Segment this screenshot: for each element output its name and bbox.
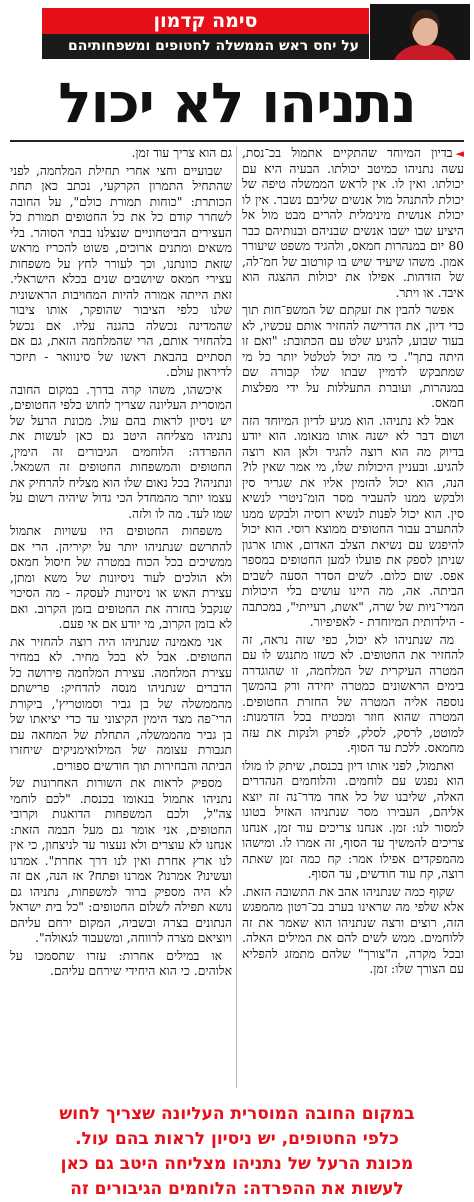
author-photo	[370, 4, 470, 60]
article-subtitle: על יחס ראש הממשלה לחטופים ומשפחותיהם	[68, 38, 359, 54]
paragraph: או במילים אחרות: עזרו שתסמכו על אלוהים. כי הוא היחידי שירחם עליהם.	[10, 948, 232, 978]
article-column-right	[242, 146, 464, 1088]
article-column-left	[10, 146, 232, 1088]
paragraph: ואתמול, לפני אותו דיון בכנסת, שיתק לו מולו הוא נפגש עם לוחמים. והלוחמים הנהדרים האלה, שליבנו של כל אחד מדר־נה זה יוצא אליהם, העבירו מסר שנתניהו האזיל בטונו למסור לנו: זמן. אנחנו צריכים עוד זמן, אנחנו צריכים להמשיך עד הסוף, זה אמרו לו. ומישהו מהמפקדים אפילו אמר: קח כמה זמן שאתה רוצה, קח עוד חודשים, עד הסוף.	[242, 758, 464, 881]
paragraph: אבל לא נתניהו. הוא מגיע לדיון המיוחד הזה ושום דבר לא ישנה אותו מנאומו. הוא יודע בדיוק מה הוא רוצה להגיד ולאן הוא רוצה להגיע. ובעניין היכולות שלו, מי אמר שאין לו? הנה, הוא יכול להזמין אליו את שגריר סין ולבקש ממנו להעביר מסר הומ־ניטרי לנשיא סין. הוא יכול לפנות לנשיא רוסיה ולבקש ממנו להתערב עבור החטופים ממוצא רוסי. הוא יכול להיפגש עם נשיאת הצלב האדום, אותו ארגון שניתן לספק את פועלו למען החטופים במספר אפס. שום כלום. לשים הסדר הסעה לשבים הביתה. אה, מה היינו עושים בלי היכולות המדי־ניות של שרה, "אשת, רעייתי", במכתבה - הילדותית המיוחדת - לאפיפיור.	[242, 413, 464, 629]
start-marker-icon: ◄	[455, 147, 464, 160]
author-name: סימה קדמון	[153, 10, 258, 32]
paragraph: ◄בדיון המיוחד שהתקיים אתמול בכ־נסת, עשה נתניהו כמיטב יכולתו. הבעיה היא עם יכולתו. ואין לו. אין לראש הממשלה טיפה של יכולת להתנהל מול אנשים שליבם נשבר. אין לו יכולת אנושית מינימלית להרים מבט מול אל היציע שבו ישבו אנשים שבניהם ובנותיהם כבר 80 יום במנהרות חמאס, ולהגיד משפט שיעורר אמון. משהו שיעיד שיש בו קורטוב של חמ־לה, של הזדהות. אפילו את יכולות ההצגה הוא איבד. או ויתר.	[242, 146, 464, 300]
paragraph: אפשר להבין את זעקתם של המשפ־חות תוך כדי דיון, את הדרישה להחזיר אותם עכשיו, לא בעוד שבוע, להגיע שלט עם הכתובת: "ואם זו היתה בתך". כי מה יכול לטלטל יותר כל מי שמתבקש לדמיין שבתו שלו קבורה שם במנהרות, ועוברת התעללות על ידי מפלצות חמאס.	[242, 303, 464, 410]
pull-quote-line: מכונת הרעל של נתניהו מצליחה היטב גם כאן	[60, 1154, 414, 1174]
paragraph: מספיק לראות את השורות האחרונות של נתניהו אתמול בנאומו בכנסת. "לכם לוחמי צה"ל, ולכם המשפחות הדואגות וקרובי החטופים, אני אומר גם מעל הבמה הזאת: אנחנו לא עוצרים ולא נעצור עד לניצחון, כי אין לנו ארץ אחרת ואין לנו דרך אחרת". אמרנו ועשינו? אמרנו? אמרנו ופתח? אז הנה, אם זה לא היה מספיק ברור למשפחות, נתניהו גם נושא תפילה לשלום החטופים: "כל בית ישראל הנתונים בצרה ובשביה, המקום ירחם עליהם ויוציאם מצרה לרווחה, ומשעבוד לגאולה".	[10, 776, 232, 945]
paragraph: משפחות החטופים היו עשויות אתמול להתרשם שנתניהו יותר על יקיריהן. הרי אם ממשיכים בכל הכוח במטרה של חיסול חמאס ולא הולכים לעוד ניסיונות של משא ומתן, עצירת האש או ניסיונות לעסקה - מה הסיכוי שנקבל בחזרה את החטופים בזמן הקרוב. ואם לא בזמן הקרוב, מי יודע אם אי פעם.	[10, 524, 232, 631]
article-header	[0, 0, 474, 62]
pull-quote	[0, 1096, 474, 1200]
article-body	[10, 146, 464, 1088]
paragraph: איכשהו, משהו קרה בדרך. במקום החובה המוסרית העליונה שצריך לחוש כלפי החטופים, יש ניסיון לראות בהם עול. מכונת הרעל של נתניהו מצליחה היטב גם כאן לעשות את ההפרדה: הלוחמים הגיבורים זה הימין, החטופים והמשפחות החטופים זה השמאל. ונתניהו? בכל נאום שלו הוא מצליח להרחיק את עצמו יותר מהמחדל הכי גדול שיהיה רשום על שמו לעד. מה לו ולזה.	[10, 382, 232, 521]
pull-quote-line: כלפי החטופים, יש ניסיון לראות בהם עול.	[75, 1129, 399, 1149]
paragraph: שבועיים וחצי אחרי תחילת המלחמה, לפני שהתחיל התמרון הקרקעי, נכתב כאן תחת הכותרת: "כוחות תמורת כולם", על החובה לשחרר קודם כל את כל החטופים תמורת כל העצירים הביטחוניים שנצלנו בבתי הסוהר. בלי משאים ומתנים ארוכים, פשוט להכריז מראש שזאת כוונתנו, וכך לעורר לחץ על משפחות עצירי חמאס שיושבים שנים בכלא הישראלי. זאת הייתה אמורה להיות המחויבות הראשונית שלנו כלפי הציבור שהופקר, אותו ציבור שהמדינה נכשלה בהגנה עליו. אם נכשל בלהחזיר אותם, הרי שהמלחמה הזאת, גם אם תסתיים בהבאת ראשו של סינוואר - תיזכר לדיראון עולם.	[10, 163, 232, 379]
headline: נתניהו לא יכול	[58, 71, 416, 135]
pull-quote-line: במקום החובה המוסרית העליונה שצריך לחוש	[59, 1104, 415, 1124]
author-name-bar	[42, 8, 369, 34]
paragraph: גם הוא צריך עוד זמן.	[131, 146, 232, 160]
article-subtitle-bar	[42, 34, 369, 59]
headline-divider	[10, 140, 464, 142]
paragraph: שקוף כמה שנתניהו אהב את התשובה הזאת. אלא שלפי מה שראינו בערב בכ־רטון מהמפגש הזה, רוצים ורצה שנתניהו הוא שאמר את זה ללוחמים. ממש לשים להם את המילים האלה. ובכל מקרה, ה"צורך" שלהם מתמזג להפליא עם הצורך שלו: זמן.	[242, 884, 464, 976]
paragraph: מה שנתניהו לא יכול, כפי שזה נראה, זה להחזיר את החטופים. לא כשזו מתנגש לו עם המטרה העיקרית של המלחמה, זו שהוגדרה בימים הראשונים כמטרה יחידה ורק בהמשך נוספה אליה המטרה של החזרת החטופים. המטרה שהוא חוזר ומכטיח בכל הזדמנות: למוטט, לרסק, לסלק, לפרק ולנקות את עזה מחמאס. ללכת עד הסוף.	[242, 632, 464, 755]
pull-quote-line: לעשות את ההפרדה: הלוחמים הגיבורים זה	[70, 1179, 404, 1199]
paragraph: אני מאמינה שנתניהו היה רוצה להחזיר את החטופים. אבל לא בכל מחיר. לא במחיר עצירת המלחמה. עצירת המלחמה פירושה כל הדברים שנתניהו מנסה להדחיק: פרישתם מהממשלה של בן גביר וסמוטריץ', ביקורת הרי־פה מצד הימין הקיצוני עד כדי יציאתו של בן גביר מהממשלה, התחלת של המחאה עם תגבורת עצומה של המילואימניקים שיחזרו הביתה והבחירות תוך חודשים ספורים.	[10, 634, 232, 773]
column-divider	[236, 146, 237, 1088]
